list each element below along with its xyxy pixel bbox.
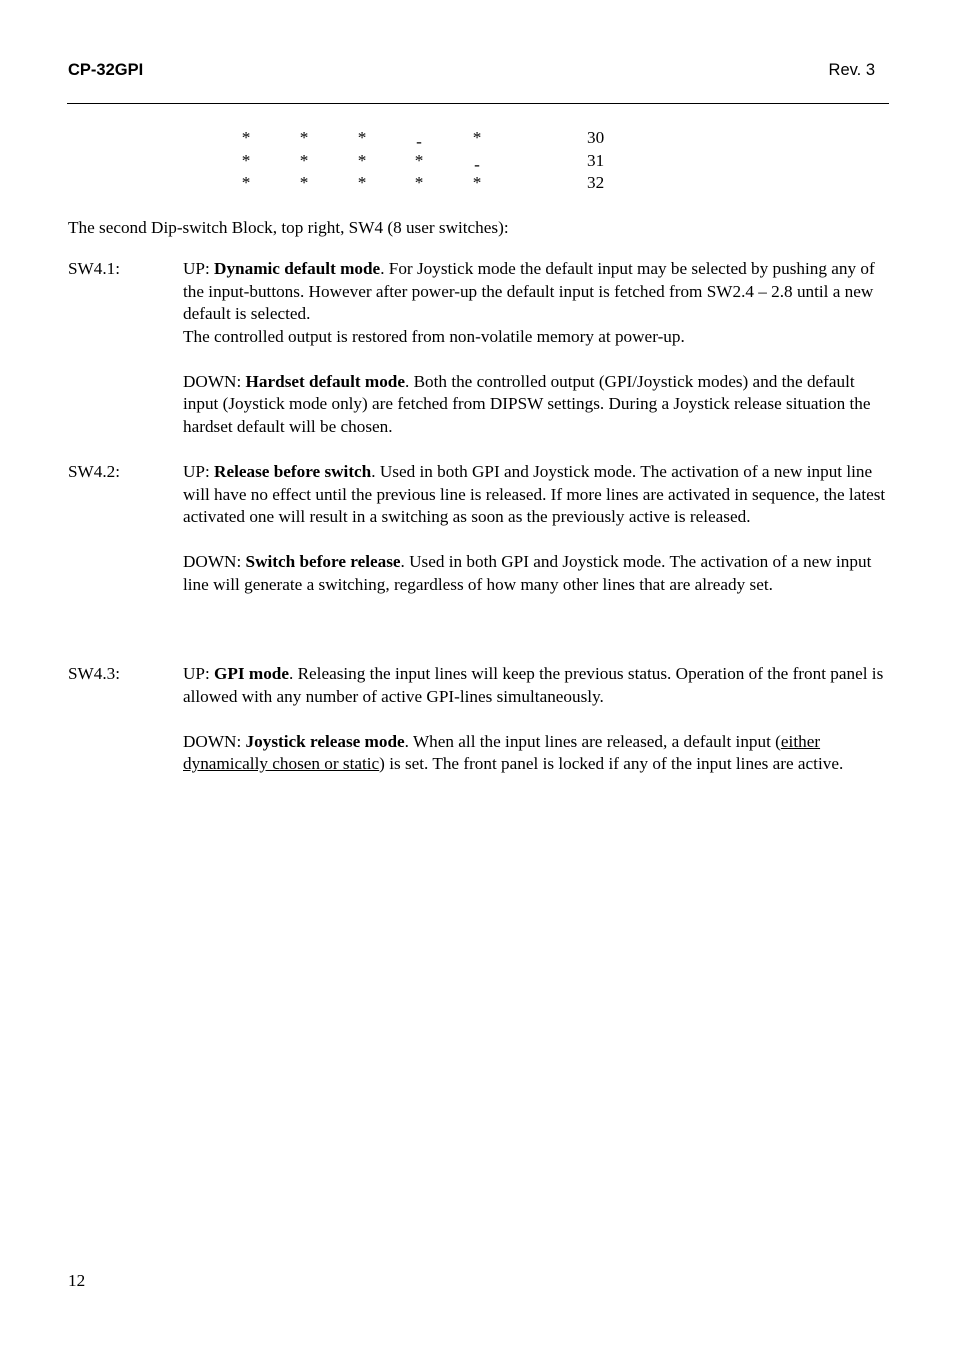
down-text-end: ) is set. The front panel is locked if any of the input lines are active. xyxy=(379,754,844,773)
table-cell: * xyxy=(472,173,482,192)
switch-description xyxy=(183,461,888,596)
mode-name: Switch before release xyxy=(245,552,401,571)
table-cell: * xyxy=(299,150,309,170)
table-cell: - xyxy=(474,154,480,174)
up-prefix: UP: xyxy=(183,462,215,481)
table-cell: * xyxy=(299,128,309,147)
table-cell: * xyxy=(472,128,482,147)
down-prefix: DOWN: xyxy=(183,731,246,751)
up-description xyxy=(183,663,888,708)
table-cell: * xyxy=(241,150,251,170)
down-description xyxy=(183,731,888,776)
intro-paragraph: The second Dip-switch Block, top right, SW4 (8 user switches): xyxy=(68,218,509,237)
mode-name: GPI mode xyxy=(214,664,289,683)
page-number: 12 xyxy=(68,1271,86,1290)
switch-label: SW4.3: xyxy=(68,664,121,683)
down-text: . When all the input lines are released, a default input ( xyxy=(404,731,781,751)
up-description xyxy=(183,258,888,348)
header-rule xyxy=(67,103,889,104)
revision-label: Rev. 3 xyxy=(828,61,875,79)
mode-name: Joystick release mode xyxy=(245,731,405,751)
switch-label: SW4.1: xyxy=(68,259,121,278)
input-number: 32 xyxy=(587,173,605,192)
table-cell: * xyxy=(357,173,367,192)
underlined-text: either dynamically chosen or static xyxy=(183,731,821,773)
down-description xyxy=(183,371,888,439)
down-prefix: DOWN: xyxy=(183,371,246,391)
document-title: CP-32GPI xyxy=(68,61,144,79)
up-text-extra: The controlled output is restored from non-volatile memory at power-up. xyxy=(183,326,685,346)
up-text: . Releasing the input lines will keep the previous status. Operation of the front panel is allowed with any number of active GPI-lines simultaneously. xyxy=(183,664,884,706)
down-text: . Used in both GPI and Joystick mode. The activation of a new input line will generate a switching, regardless of how many other lines that are already set. xyxy=(183,552,872,594)
table-cell: - xyxy=(416,132,422,151)
table-cell: * xyxy=(414,150,424,170)
input-number: 31 xyxy=(587,150,605,170)
up-text: . For Joystick mode the default input may be selected by pushing any of the input-buttons. However after power-up the default input is fetched from SW2.4 – 2.8 until a new default is selected. xyxy=(183,259,875,323)
switch-description xyxy=(183,258,888,438)
table-cell: * xyxy=(414,173,424,192)
input-number: 30 xyxy=(587,128,605,147)
down-text: . Both the controlled output (GPI/Joystick modes) and the default input (Joystick mode only) are fetched from DIPSW settings. During a Joystick release situation the hardset default will be chosen. xyxy=(183,371,871,436)
down-prefix: DOWN: xyxy=(183,552,246,571)
table-cell: * xyxy=(357,150,367,170)
mode-name: Release before switch xyxy=(214,462,372,481)
mode-name: Dynamic default mode xyxy=(214,259,381,278)
switch-label: SW4.2: xyxy=(68,462,121,481)
table-cell: * xyxy=(299,173,309,192)
up-prefix: UP: xyxy=(183,664,215,683)
table-cell: * xyxy=(241,128,251,147)
up-description xyxy=(183,461,888,529)
down-description xyxy=(183,551,888,596)
up-prefix: UP: xyxy=(183,259,215,278)
mode-name: Hardset default mode xyxy=(245,371,405,391)
table-cell: * xyxy=(241,173,251,192)
up-text: . Used in both GPI and Joystick mode. The activation of a new input line will have no effect until the previous line is released. If more lines are activated in sequence, the latest activated one will result in a switching as soon as the previously active is released. xyxy=(183,462,886,526)
table-cell: * xyxy=(357,128,367,147)
switch-description xyxy=(183,663,888,776)
